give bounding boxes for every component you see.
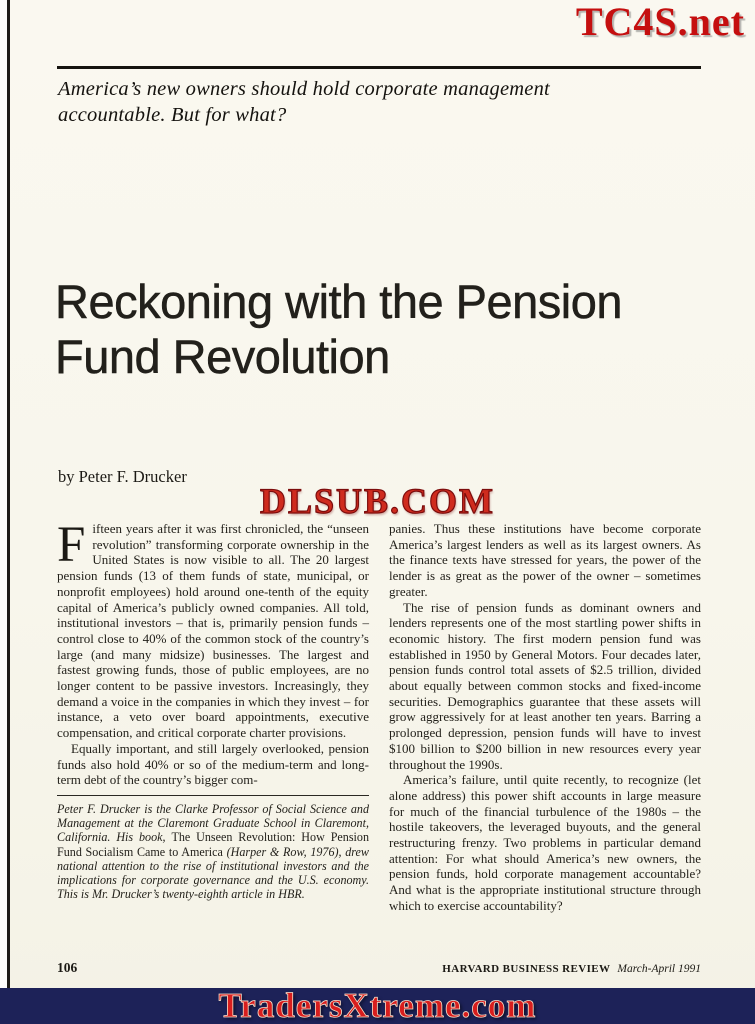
title-line-1: Reckoning with the Pension	[55, 275, 623, 328]
dropcap: F	[57, 521, 86, 573]
issue-date: March-April 1991	[617, 963, 701, 975]
top-rule	[57, 66, 701, 69]
left-paragraph-1	[57, 521, 369, 741]
watermark-tc4s: TC4S.net	[575, 0, 745, 44]
journal-name: HARVARD BUSINESS REVIEW	[442, 963, 611, 975]
bio-book-title: The Unseen Revolution: How Pension Fund Socialism Came to America	[57, 830, 369, 859]
right-column	[389, 521, 701, 965]
title-line-2: Fund Revolution	[55, 330, 390, 383]
bottom-watermark-bar	[0, 988, 755, 1024]
article-title	[55, 274, 622, 384]
author-bio	[57, 795, 369, 901]
journal-line	[442, 963, 701, 975]
page-number: 106	[57, 960, 78, 975]
bio-part-2: (Harper & Row, 1976), drew national attention to the rise of institutional investors and the implications for corporate governance and the U.S. economy. This is Mr. Drucker’s twenty-eighth article in HBR.	[57, 844, 369, 902]
left-paragraph-2: Equally important, and still largely overlooked, pension funds also hold 40% or so of the medium-term and long-term debt of the country’s bigger com-	[57, 740, 369, 788]
author-bio-text	[57, 802, 369, 901]
left-column	[57, 521, 369, 965]
page-footer	[57, 960, 701, 976]
bio-part-1: Peter F. Drucker is the Clarke Professor of Social Science and Management at the Claremont Graduate School in Claremont, California. His book,	[57, 801, 369, 845]
byline: by Peter F. Drucker	[58, 467, 187, 486]
watermark-dlsub: DLSUB.COM	[259, 481, 496, 521]
standfirst-line-2: accountable. But for what?	[58, 104, 287, 126]
article-columns	[57, 521, 701, 965]
left-paragraph-1-text: ifteen years after it was first chronicled, the “unseen revolution” transforming corporate ownership in the United States is now visible to all. The 20 largest pension funds (13 of them funds of state, municipal, or nonprofit employees) hold around one-tenth of the equity capital of America’s publicly owned companies. All told, institutional investors – that is, primarily pension funds – control close to 40% of the common stock of the country’s large (and many midsize) businesses. The largest and fastest growing funds, those of public employees, are no longer content to be passive investors. Increasingly, they demand a voice in the companies in which they invest – for instance, a veto over board appointments, executive compensation, and critical corporate charter provisions.	[57, 521, 369, 741]
right-paragraph-2: The rise of pension funds as dominant owners and lenders represents one of the most startling power shifts in economic history. The first modern pension fund was established in 1950 by General Motors. Four decades later, pension funds control total assets of $2.5 trillion, divided about equally between common stocks and fixed-income securities. Demographics guarantee that these assets will grow aggressively for at least another ten years. Barring a prolonged depression, pension funds will have to invest $100 billion to $200 billion in new resources every year throughout the 1990s.	[389, 599, 701, 772]
standfirst	[58, 76, 550, 128]
right-paragraph-3: America’s failure, until quite recently, to recognize (let alone address) this power shift accounts in large measure for much of the financial turbulence of the 1980s – the hostile takeovers, the leveraged buyouts, and the general restructuring frenzy. Two problems in particular demand attention: For what should America’s new owners, the pension funds, hold corporate management accountable? And what is the appropriate institutional structure through which to exercise accountability?	[389, 772, 701, 913]
watermark-tradersxtreme: TradersXtreme.com	[218, 986, 537, 1024]
standfirst-line-1: America’s new owners should hold corporate management	[58, 78, 550, 100]
right-paragraph-1: panies. Thus these institutions have become corporate America’s largest lenders as well as its largest owners. As the finance texts have stressed for years, the power of the lender is as great as the power of the owner – sometimes greater.	[389, 521, 701, 599]
